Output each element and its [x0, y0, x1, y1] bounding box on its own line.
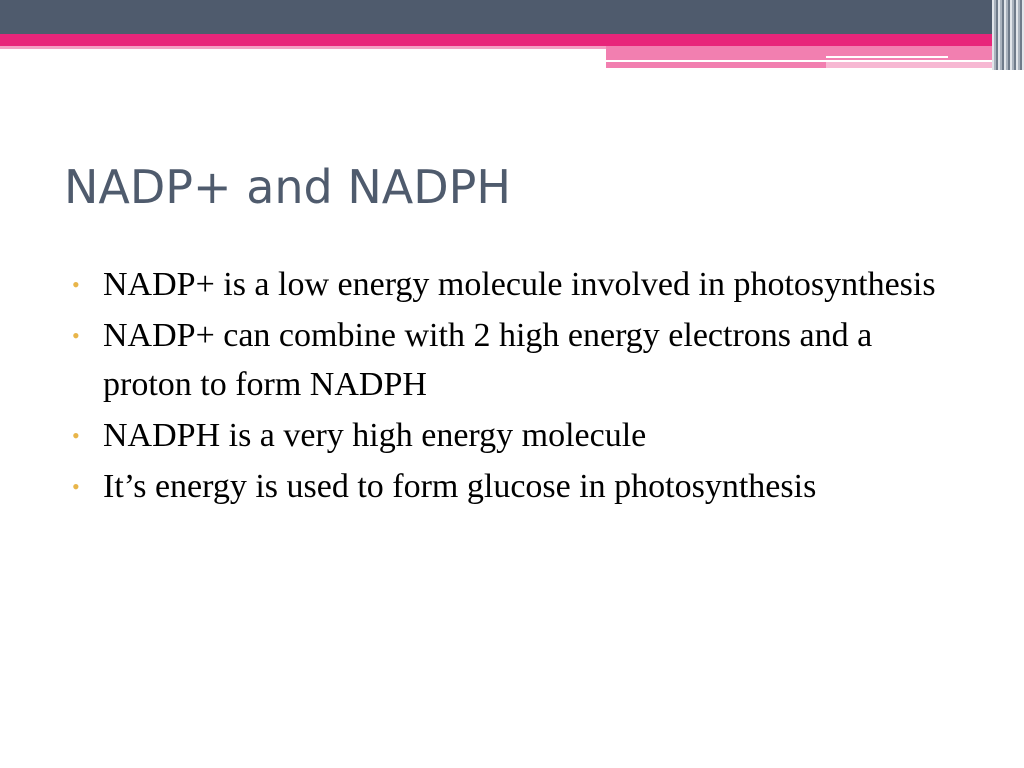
bullet-text: It’s energy is used to form glucose in photosynthesis	[103, 468, 817, 505]
bullet-list	[72, 260, 952, 513]
bullet-dot-icon: •	[72, 474, 80, 499]
slide-title: NADP+ and NADPH	[64, 160, 511, 214]
bullet-item	[72, 462, 952, 511]
header-pink-thin-band-2	[826, 62, 1000, 68]
bullet-item	[72, 411, 952, 460]
header-pink-thin-band	[606, 62, 826, 68]
bullet-item	[72, 311, 952, 409]
header-white-line	[826, 56, 948, 58]
header-dark-band	[0, 0, 1024, 34]
header-pink-band	[0, 34, 1000, 46]
bullet-dot-icon: •	[72, 272, 80, 297]
bullet-dot-icon: •	[72, 423, 80, 448]
bullet-text: NADP+ can combine with 2 high energy electrons and a proton to form NADPH	[103, 317, 873, 403]
bullet-text: NADPH is a very high energy molecule	[103, 417, 647, 454]
header-pink-light-band	[0, 46, 606, 49]
bullet-dot-icon: •	[72, 323, 80, 348]
bullet-text: NADP+ is a low energy molecule involved in photosynthesis	[103, 266, 936, 303]
header-stripes	[992, 0, 1024, 70]
bullet-item	[72, 260, 952, 309]
